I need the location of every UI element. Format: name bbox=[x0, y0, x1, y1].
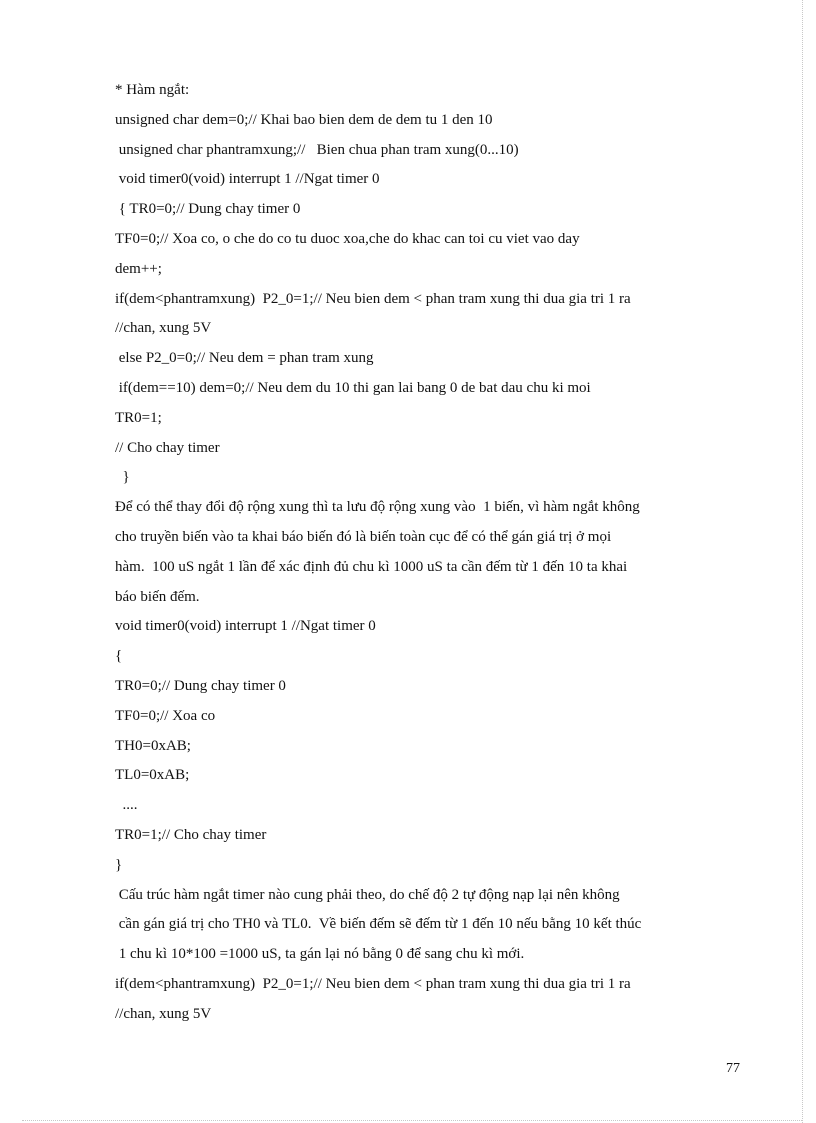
code-line: //chan, xung 5V bbox=[115, 320, 212, 337]
paragraph-line: Cấu trúc hàm ngắt timer nào cung phải theo, do chế độ 2 tự động nạp lại nên không bbox=[115, 886, 620, 903]
code-line: if(dem<phantramxung) P2_0=1;// Neu bien dem < phan tram xung thi dua gia tri 1 ra bbox=[115, 975, 631, 992]
code-line: unsigned char dem=0;// Khai bao bien dem de dem tu 1 den 10 bbox=[115, 111, 493, 128]
code-line: TH0=0xAB; bbox=[115, 737, 191, 754]
code-line: TR0=1;// Cho chay timer bbox=[115, 826, 267, 843]
code-line: // Cho chay timer bbox=[115, 439, 220, 456]
code-line: if(dem<phantramxung) P2_0=1;// Neu bien dem < phan tram xung thi dua gia tri 1 ra bbox=[115, 290, 631, 307]
code-line: void timer0(void) interrupt 1 //Ngat timer 0 bbox=[115, 171, 380, 188]
code-line: TF0=0;// Xoa co, o che do co tu duoc xoa,che do khac can toi cu viet vao day bbox=[115, 230, 580, 247]
code-line: else P2_0=0;// Neu dem = phan tram xung bbox=[115, 350, 374, 367]
code-line: TR0=1; bbox=[115, 409, 162, 426]
code-line: //chan, xung 5V bbox=[115, 1005, 212, 1022]
code-line: unsigned char phantramxung;// Bien chua phan tram xung(0...10) bbox=[115, 141, 519, 158]
code-line: void timer0(void) interrupt 1 //Ngat timer 0 bbox=[115, 618, 376, 635]
page-number: 77 bbox=[726, 1061, 740, 1076]
page-right-border bbox=[802, 0, 803, 1123]
paragraph-line: cần gán giá trị cho TH0 và TL0. Về biến đếm sẽ đếm từ 1 đến 10 nếu bằng 10 kết thúc bbox=[115, 916, 642, 933]
paragraph-line: Để có thể thay đổi độ rộng xung thì ta lưu độ rộng xung vào 1 biến, vì hàm ngắt không bbox=[115, 499, 640, 516]
paragraph-line: báo biến đếm. bbox=[115, 588, 200, 605]
code-line: { TR0=0;// Dung chay timer 0 bbox=[115, 201, 301, 218]
code-line: TR0=0;// Dung chay timer 0 bbox=[115, 677, 286, 694]
code-line: } bbox=[115, 856, 123, 873]
code-line: if(dem==10) dem=0;// Neu dem du 10 thi gan lai bang 0 de bat dau chu ki moi bbox=[115, 379, 591, 396]
page-body bbox=[115, 76, 755, 1030]
code-line: .... bbox=[115, 797, 138, 814]
code-line: TL0=0xAB; bbox=[115, 767, 190, 784]
text-line: * Hàm ngắt: bbox=[115, 82, 190, 98]
code-line: } bbox=[115, 469, 130, 486]
page-bottom-border bbox=[22, 1120, 802, 1121]
paragraph-line: cho truyền biến vào ta khai báo biến đó là biến toàn cục để có thể gán giá trị ở mọi bbox=[115, 528, 612, 545]
code-line: { bbox=[115, 648, 123, 665]
paragraph-line: hàm. 100 uS ngắt 1 lần để xác định đủ chu kì 1000 uS ta cần đếm từ 1 đến 10 ta khai bbox=[115, 558, 628, 575]
code-line: TF0=0;// Xoa co bbox=[115, 707, 216, 724]
code-line: dem++; bbox=[115, 260, 162, 277]
paragraph-line: 1 chu kì 10*100 =1000 uS, ta gán lại nó bằng 0 để sang chu kì mới. bbox=[115, 946, 525, 963]
